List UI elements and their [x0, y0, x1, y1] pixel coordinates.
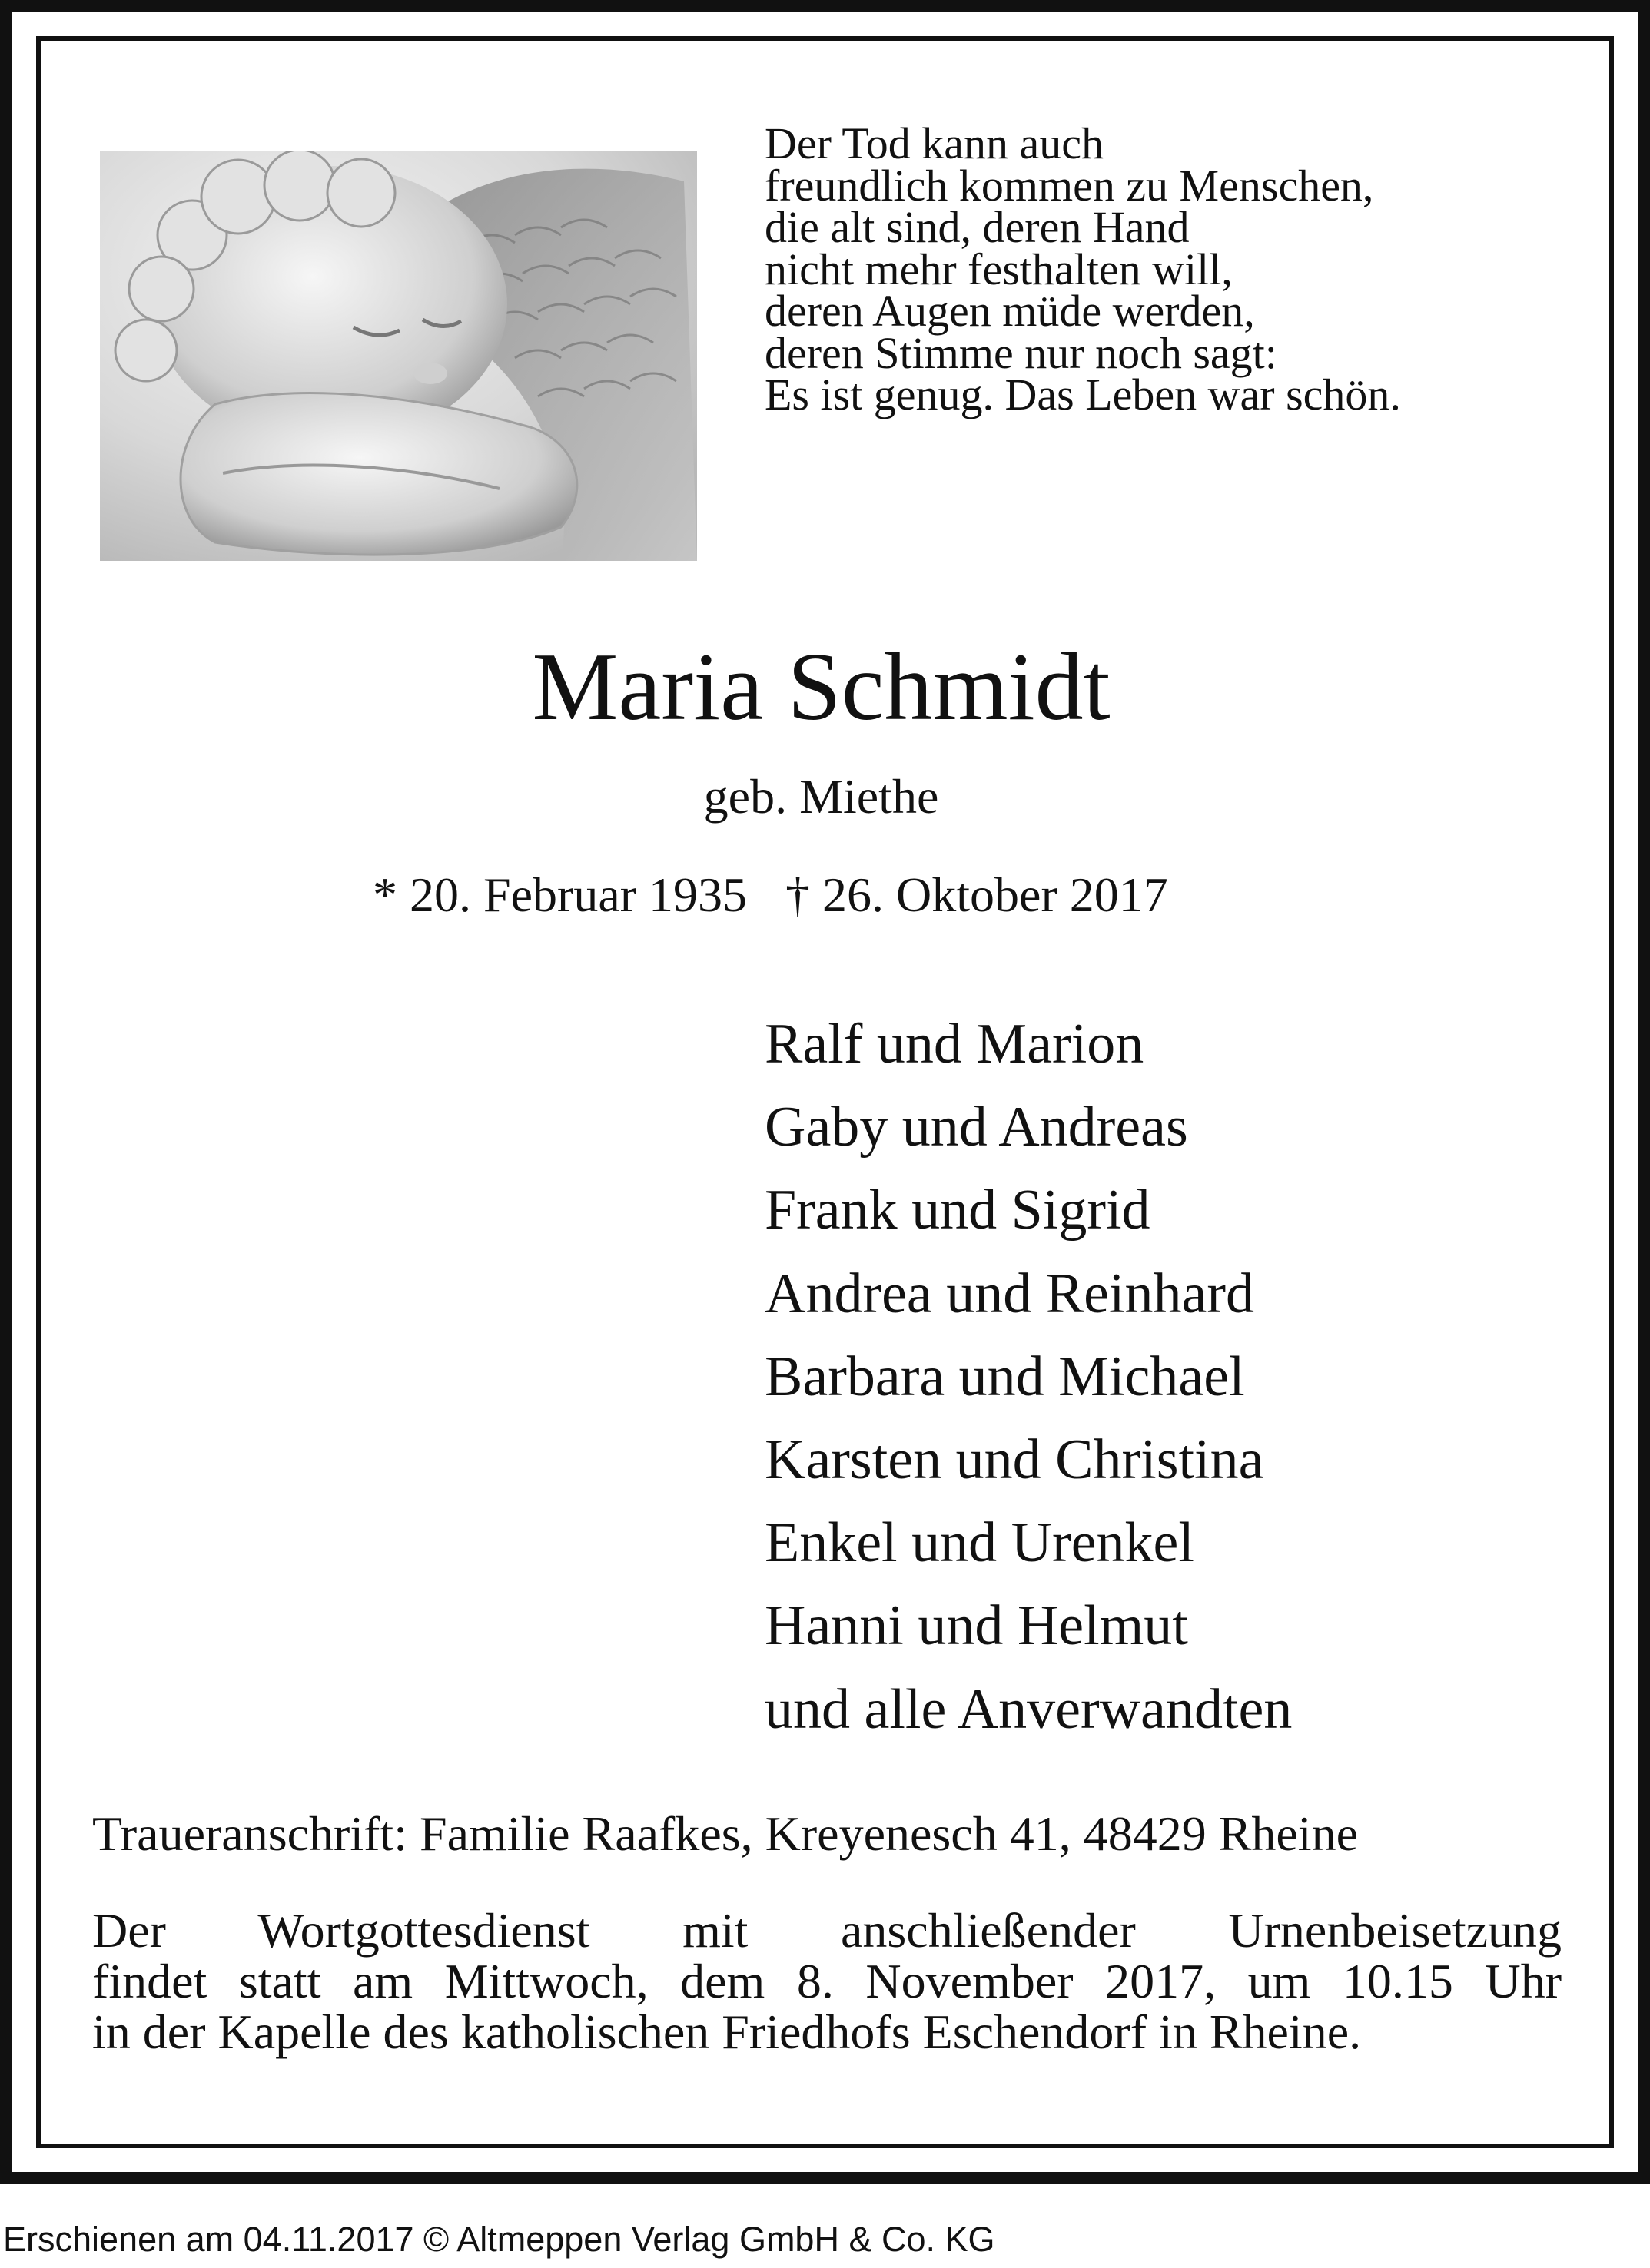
poem-line: deren Augen müde werden,	[765, 286, 1255, 336]
mourner-entry: Andrea und Reinhard	[765, 1262, 1255, 1325]
poem-line: die alt sind, deren Hand	[765, 202, 1190, 252]
maiden-name-row	[0, 769, 1650, 824]
mourner-entry: Hanni und Helmut	[765, 1594, 1188, 1658]
mourner-entry: Gaby und Andreas	[765, 1096, 1188, 1159]
maiden-name: geb. Miethe	[703, 769, 939, 824]
mourner-entry: und alle Anverwandten	[765, 1677, 1293, 1741]
poem-line: deren Stimme nur noch sagt:	[765, 327, 1277, 378]
sleeping-angel-image	[100, 151, 697, 561]
mourner-entry: Enkel und Urenkel	[765, 1511, 1194, 1575]
mourning-address: Traueranschrift: Familie Raafkes, Kreyenesch 41, 48429 Rheine	[92, 1806, 1358, 1861]
birth-date: * 20. Februar 1935	[373, 867, 748, 922]
mourner-entry: Frank und Sigrid	[765, 1179, 1150, 1242]
poem	[765, 118, 1595, 419]
poem-line: nicht mehr festhalten will,	[765, 244, 1233, 294]
poem-line: Der Tod kann auch	[765, 118, 1104, 168]
mourner-entry: Ralf und Marion	[765, 1013, 1144, 1076]
mourner-entry: Karsten und Christina	[765, 1428, 1264, 1492]
mourner-entry: Barbara und Michael	[765, 1345, 1245, 1408]
life-dates	[373, 867, 1372, 922]
angel-illustration	[100, 151, 697, 561]
publication-footer: Erschienen am 04.11.2017 © Altmeppen Verlag GmbH & Co. KG	[3, 2220, 995, 2259]
service-line: in der Kapelle des katholischen Friedhofs Eschendorf in Rheine.	[92, 2004, 1362, 2059]
death-date: † 26. Oktober 2017	[785, 867, 1168, 922]
mourners-list	[765, 1003, 1610, 1751]
poem-line: freundlich kommen zu Menschen,	[765, 160, 1374, 211]
poem-line: Es ist genug. Das Leben war schön.	[765, 370, 1401, 419]
service-announcement	[92, 1905, 1562, 2057]
service-line: Der Wortgottesdienst mit anschließender Urnenbeisetzung	[92, 1903, 1562, 1958]
deceased-name-row	[0, 634, 1650, 741]
deceased-name: Maria Schmidt	[532, 634, 1111, 741]
service-line: findet statt am Mittwoch, dem 8. November 2017, um 10.15 Uhr	[92, 1954, 1562, 2008]
